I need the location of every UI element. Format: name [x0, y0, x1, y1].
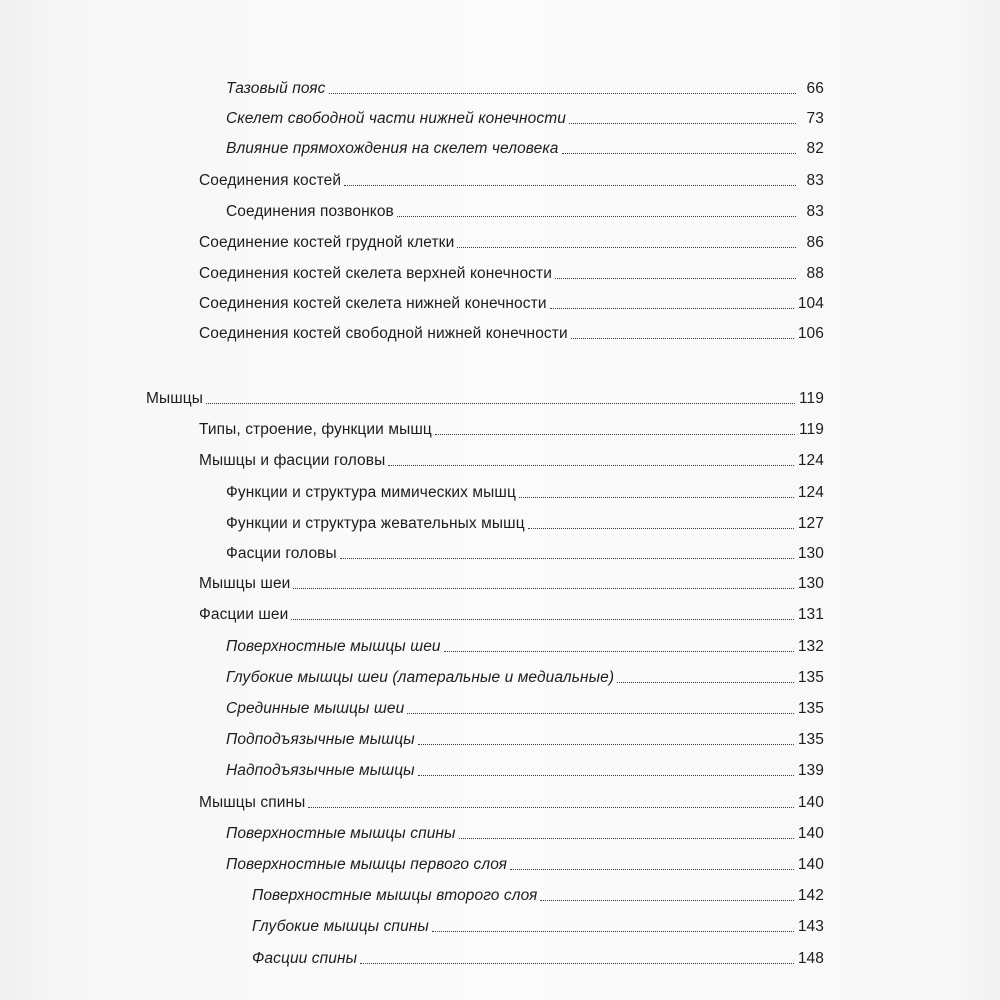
toc-entry-title: Подподъязычные мышцы — [226, 731, 415, 748]
dot-leader — [555, 278, 796, 279]
toc-entry-title: Мышцы спины — [199, 794, 306, 811]
toc-entry — [226, 819, 824, 843]
toc-entry — [226, 632, 824, 656]
dot-leader — [388, 465, 794, 466]
dot-leader — [418, 775, 794, 776]
toc-entry — [199, 788, 824, 812]
toc-entry-title: Скелет свободной части нижней конечности — [226, 110, 566, 127]
toc-entry-page: 131 — [797, 606, 824, 623]
toc-entry-page: 104 — [797, 295, 824, 312]
toc-entry-title: Поверхностные мышцы второго слоя — [252, 887, 538, 904]
dot-leader — [569, 123, 796, 124]
dot-leader — [291, 619, 793, 620]
toc-entry — [226, 74, 824, 98]
toc-entry — [199, 446, 824, 470]
toc-entry-page: 83 — [806, 172, 824, 189]
toc-entry — [146, 384, 824, 408]
toc-entry-page: 88 — [806, 265, 824, 282]
toc-entry-page: 124 — [797, 484, 824, 501]
toc-entry-title: Фасции шеи — [199, 606, 289, 623]
toc-entry — [199, 569, 824, 593]
dot-leader — [459, 838, 794, 839]
dot-leader — [293, 588, 793, 589]
toc-entry-title: Функции и структура мимических мышц — [226, 484, 516, 501]
toc-entry-page: 119 — [798, 421, 824, 438]
toc-entry — [226, 478, 824, 502]
toc-entry — [226, 725, 824, 749]
toc-entry-page: 132 — [797, 638, 824, 655]
dot-leader — [407, 713, 794, 714]
toc-entry-page: 66 — [806, 80, 824, 97]
dot-leader — [540, 900, 793, 901]
toc-entry — [226, 539, 824, 563]
toc-entry-title: Поверхностные мышцы шеи — [226, 638, 441, 655]
toc-entry — [252, 944, 824, 968]
toc-entry — [199, 289, 824, 313]
dot-leader — [571, 338, 794, 339]
dot-leader — [435, 434, 795, 435]
toc-entry-title: Тазовый пояс — [226, 80, 326, 97]
toc-entry-title: Типы, строение, функции мышц — [199, 421, 432, 438]
toc-entry-title: Влияние прямохождения на скелет человека — [226, 140, 559, 157]
toc-entry-page: 142 — [797, 887, 824, 904]
dot-leader — [519, 497, 794, 498]
toc-entry-title: Мышцы — [146, 390, 204, 407]
dot-leader — [397, 216, 796, 217]
toc-entry-title: Срединные мышцы шеи — [226, 700, 405, 717]
toc-entry — [226, 197, 824, 221]
toc-entry-page: 130 — [797, 545, 824, 562]
toc-entry — [226, 850, 824, 874]
dot-leader — [360, 963, 794, 964]
toc-entry-title: Мышцы и фасции головы — [199, 452, 386, 469]
toc-entry-page: 127 — [797, 515, 824, 532]
toc-entry-page: 135 — [797, 731, 824, 748]
toc-entry-page: 106 — [797, 325, 824, 342]
toc-entry — [226, 663, 824, 687]
toc-entry-title: Поверхностные мышцы первого слоя — [226, 856, 508, 873]
toc-entry-title: Соединения костей скелета верхней конечности — [199, 265, 552, 282]
toc-entry — [199, 319, 824, 343]
dot-leader — [562, 153, 797, 154]
toc-entry — [199, 228, 824, 252]
dot-leader — [457, 247, 796, 248]
toc-entry-title: Соединения позвонков — [226, 203, 394, 220]
toc-entry-page: 135 — [797, 700, 824, 717]
toc-entry-page: 73 — [806, 110, 824, 127]
toc-entry-title: Соединения костей — [199, 172, 342, 189]
toc-entry-title: Соединения костей скелета нижней конечности — [199, 295, 547, 312]
toc-entry-page: 119 — [798, 390, 824, 407]
toc-entry-page: 124 — [797, 452, 824, 469]
dot-leader — [444, 651, 794, 652]
toc-entry — [226, 756, 824, 780]
toc-entry — [226, 694, 824, 718]
dot-leader — [432, 931, 794, 932]
toc-entry — [199, 259, 824, 283]
toc-entry-page: 140 — [797, 794, 824, 811]
dot-leader — [206, 403, 795, 404]
dot-leader — [550, 308, 794, 309]
toc-entry-page: 140 — [797, 825, 824, 842]
dot-leader — [510, 869, 794, 870]
toc-entry — [252, 912, 824, 936]
dot-leader — [617, 682, 794, 683]
toc-entry-title: Глубокие мышцы спины — [252, 918, 429, 935]
toc-entry-page: 130 — [797, 575, 824, 592]
toc-entry — [199, 600, 824, 624]
dot-leader — [308, 807, 793, 808]
dot-leader — [528, 528, 794, 529]
toc-entry-title: Надподъязычные мышцы — [226, 762, 415, 779]
dot-leader — [418, 744, 794, 745]
dot-leader — [329, 93, 796, 94]
dot-leader — [340, 558, 794, 559]
toc-entry-page: 143 — [797, 918, 824, 935]
toc-entry-title: Фасции спины — [252, 950, 358, 967]
toc-entry — [199, 166, 824, 190]
toc-entry-title: Соединения костей свободной нижней конечности — [199, 325, 568, 342]
toc-entry-title: Поверхностные мышцы спины — [226, 825, 456, 842]
toc-entry-page: 83 — [806, 203, 824, 220]
dot-leader — [344, 185, 796, 186]
toc-entry-title: Мышцы шеи — [199, 575, 291, 592]
toc-entry-title: Глубокие мышцы шеи (латеральные и медиальные) — [226, 669, 615, 686]
toc-entry — [226, 134, 824, 158]
toc-entry — [226, 509, 824, 533]
toc-entry-page: 148 — [797, 950, 824, 967]
toc-entry-page: 139 — [797, 762, 824, 779]
toc-entry-title: Соединение костей грудной клетки — [199, 234, 455, 251]
toc-entry — [252, 881, 824, 905]
toc-entry — [199, 415, 824, 439]
toc-entry-page: 82 — [806, 140, 824, 157]
toc-entry-title: Функции и структура жевательных мышц — [226, 515, 525, 532]
toc-entry-title: Фасции головы — [226, 545, 337, 562]
toc-entry-page: 86 — [806, 234, 824, 251]
toc-entry — [226, 104, 824, 128]
toc-entry-page: 135 — [797, 669, 824, 686]
toc-entry-page: 140 — [797, 856, 824, 873]
